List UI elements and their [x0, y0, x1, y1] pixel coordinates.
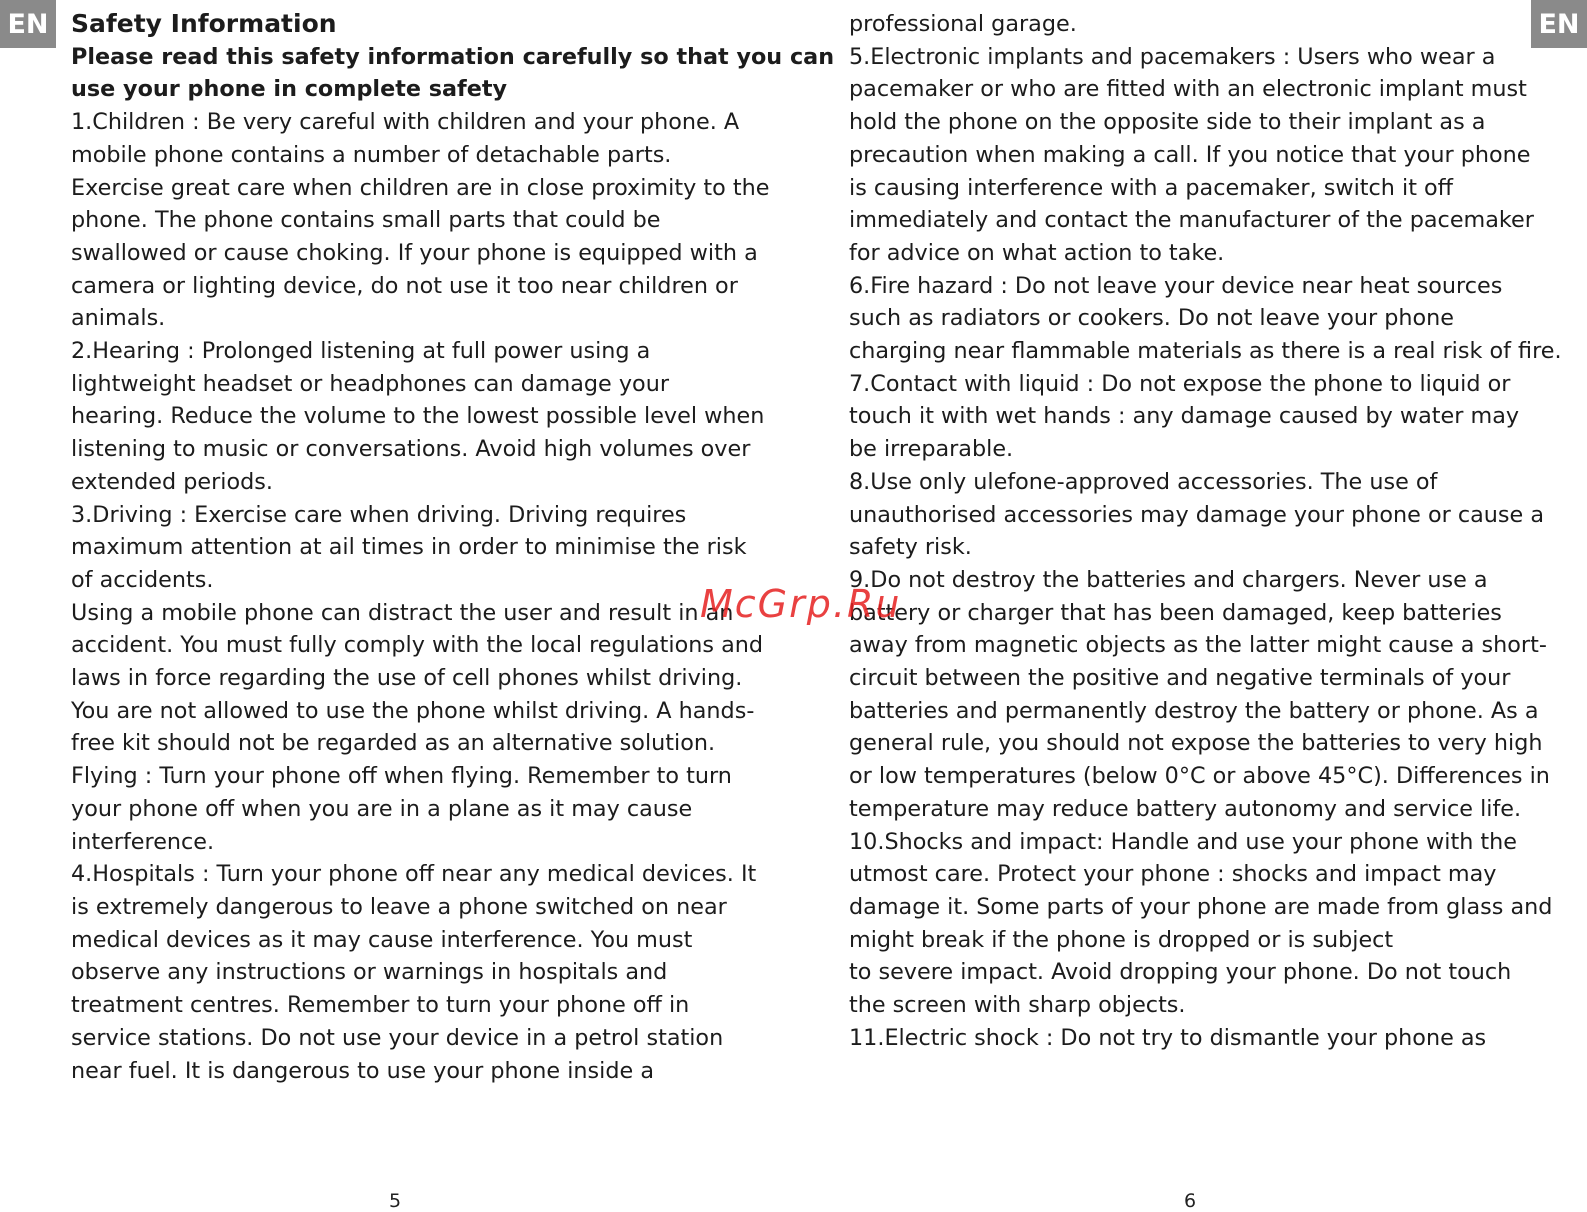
text-line: of accidents.: [71, 566, 214, 593]
text-line: general rule, you should not expose the batteries to very high: [849, 730, 1543, 757]
text-line: 2.Hearing : Prolonged listening at full power using a: [71, 338, 651, 365]
text-line: away from magnetic objects as the latter might cause a short-: [849, 632, 1547, 659]
text-line: circuit between the positive and negative terminals of your: [849, 665, 1511, 692]
text-line: observe any instructions or warnings in hospitals and: [71, 959, 668, 986]
page-number-left: 5: [389, 1190, 402, 1212]
text-line: phone. The phone contains small parts that could be: [71, 207, 661, 234]
text-line: maximum attention at ail times in order to minimise the risk: [71, 534, 747, 561]
right-text-lines: [849, 8, 1562, 1055]
text-line: mobile phone contains a number of detachable parts.: [71, 141, 672, 168]
text-line: 1.Children : Be very careful with children and your phone. A: [71, 109, 740, 136]
text-line: professional garage.: [849, 11, 1077, 37]
text-line: 6.Fire hazard : Do not leave your device near heat sources: [849, 272, 1503, 299]
text-line: accident. You must fully comply with the local regulations and: [71, 632, 764, 659]
text-line: swallowed or cause choking. If your phone is equipped with a: [71, 239, 758, 266]
text-line: extended periods.: [71, 468, 273, 495]
text-line: 10.Shocks and impact: Handle and use your phone with the: [849, 828, 1518, 855]
text-line: listening to music or conversations. Avoid high volumes over: [71, 436, 751, 463]
text-line: charging near flammable materials as there is a real risk of fire.: [849, 338, 1562, 365]
text-line: safety risk.: [849, 534, 972, 561]
text-line: to severe impact. Avoid dropping your phone. Do not touch: [849, 959, 1512, 986]
page-number-right: 6: [1184, 1190, 1197, 1212]
text-line: is causing interference with a pacemaker, switch it off: [849, 174, 1454, 201]
text-line: damage it. Some parts of your phone are made from glass and: [849, 893, 1553, 920]
text-line: interference.: [71, 828, 215, 855]
text-line: is extremely dangerous to leave a phone switched on near: [71, 893, 727, 920]
text-line: 5.Electronic implants and pacemakers : Users who wear a: [849, 43, 1496, 70]
text-line: free kit should not be regarded as an alternative solution.: [71, 730, 716, 757]
text-line: or low temperatures (below 0°C or above 45°C). Differences in: [849, 763, 1550, 790]
text-line: hearing. Reduce the volume to the lowest possible level when: [71, 403, 765, 430]
text-line: the screen with sharp objects.: [849, 992, 1186, 1019]
text-line: battery or charger that has been damaged, keep batteries: [849, 599, 1502, 626]
text-line: Exercise great care when children are in close proximity to the: [71, 174, 770, 201]
text-line: near fuel. It is dangerous to use your phone inside a: [71, 1057, 654, 1084]
text-line: unauthorised accessories may damage your phone or cause a: [849, 501, 1545, 528]
page-title: Safety Information: [71, 9, 337, 38]
text-line: medical devices as it may cause interference. You must: [71, 926, 693, 953]
text-line: for advice on what action to take.: [849, 239, 1225, 266]
text-line: You are not allowed to use the phone whilst driving. A hands-: [71, 697, 755, 724]
text-line: 11.Electric shock : Do not try to dismantle your phone as: [849, 1024, 1487, 1051]
text-line: Flying : Turn your phone off when flying. Remember to turn: [71, 763, 732, 790]
text-line: laws in force regarding the use of cell phones whilst driving.: [71, 665, 743, 692]
left-text-lines: [71, 106, 770, 1087]
intro-line: Please read this safety information carefully so that you can: [71, 43, 835, 70]
text-line: lightweight headset or headphones can damage your: [71, 370, 669, 397]
text-line: temperature may reduce battery autonomy and service life.: [849, 795, 1522, 822]
text-line: treatment centres. Remember to turn your phone off in: [71, 992, 690, 1019]
intro-line: use your phone in complete safety: [71, 76, 508, 103]
text-line: 9.Do not destroy the batteries and chargers. Never use a: [849, 566, 1488, 593]
text-line: such as radiators or cookers. Do not leave your phone: [849, 305, 1454, 332]
text-line: batteries and permanently destroy the battery or phone. As a: [849, 697, 1539, 724]
text-line: touch it with wet hands : any damage caused by water may: [849, 403, 1520, 430]
text-line: camera or lighting device, do not use it too near children or: [71, 272, 738, 299]
text-line: pacemaker or who are fitted with an electronic implant must: [849, 76, 1527, 103]
text-line: precaution when making a call. If you notice that your phone: [849, 141, 1531, 168]
language-badge-left: EN: [0, 0, 56, 48]
text-line: might break if the phone is dropped or is subject: [849, 926, 1394, 953]
text-line: your phone off when you are in a plane as it may cause: [71, 795, 693, 822]
text-line: 4.Hospitals : Turn your phone off near any medical devices. It: [71, 861, 757, 888]
text-line: 7.Contact with liquid : Do not expose the phone to liquid or: [849, 370, 1511, 397]
language-badge-right: EN: [1531, 0, 1587, 48]
text-line: 8.Use only ulefone-approved accessories. The use of: [849, 468, 1438, 495]
right-page-body: [849, 8, 1562, 1055]
text-line: Using a mobile phone can distract the user and result in an: [71, 599, 734, 626]
watermark: McGrp.Ru: [700, 582, 902, 626]
text-line: be irreparable.: [849, 436, 1014, 463]
text-line: utmost care. Protect your phone : shocks and impact may: [849, 861, 1497, 888]
text-line: hold the phone on the opposite side to their implant as a: [849, 109, 1486, 136]
text-line: 3.Driving : Exercise care when driving. Driving requires: [71, 501, 687, 528]
text-line: immediately and contact the manufacturer of the pacemaker: [849, 207, 1534, 234]
text-line: service stations. Do not use your device in a petrol station: [71, 1024, 724, 1051]
text-line: animals.: [71, 305, 166, 332]
